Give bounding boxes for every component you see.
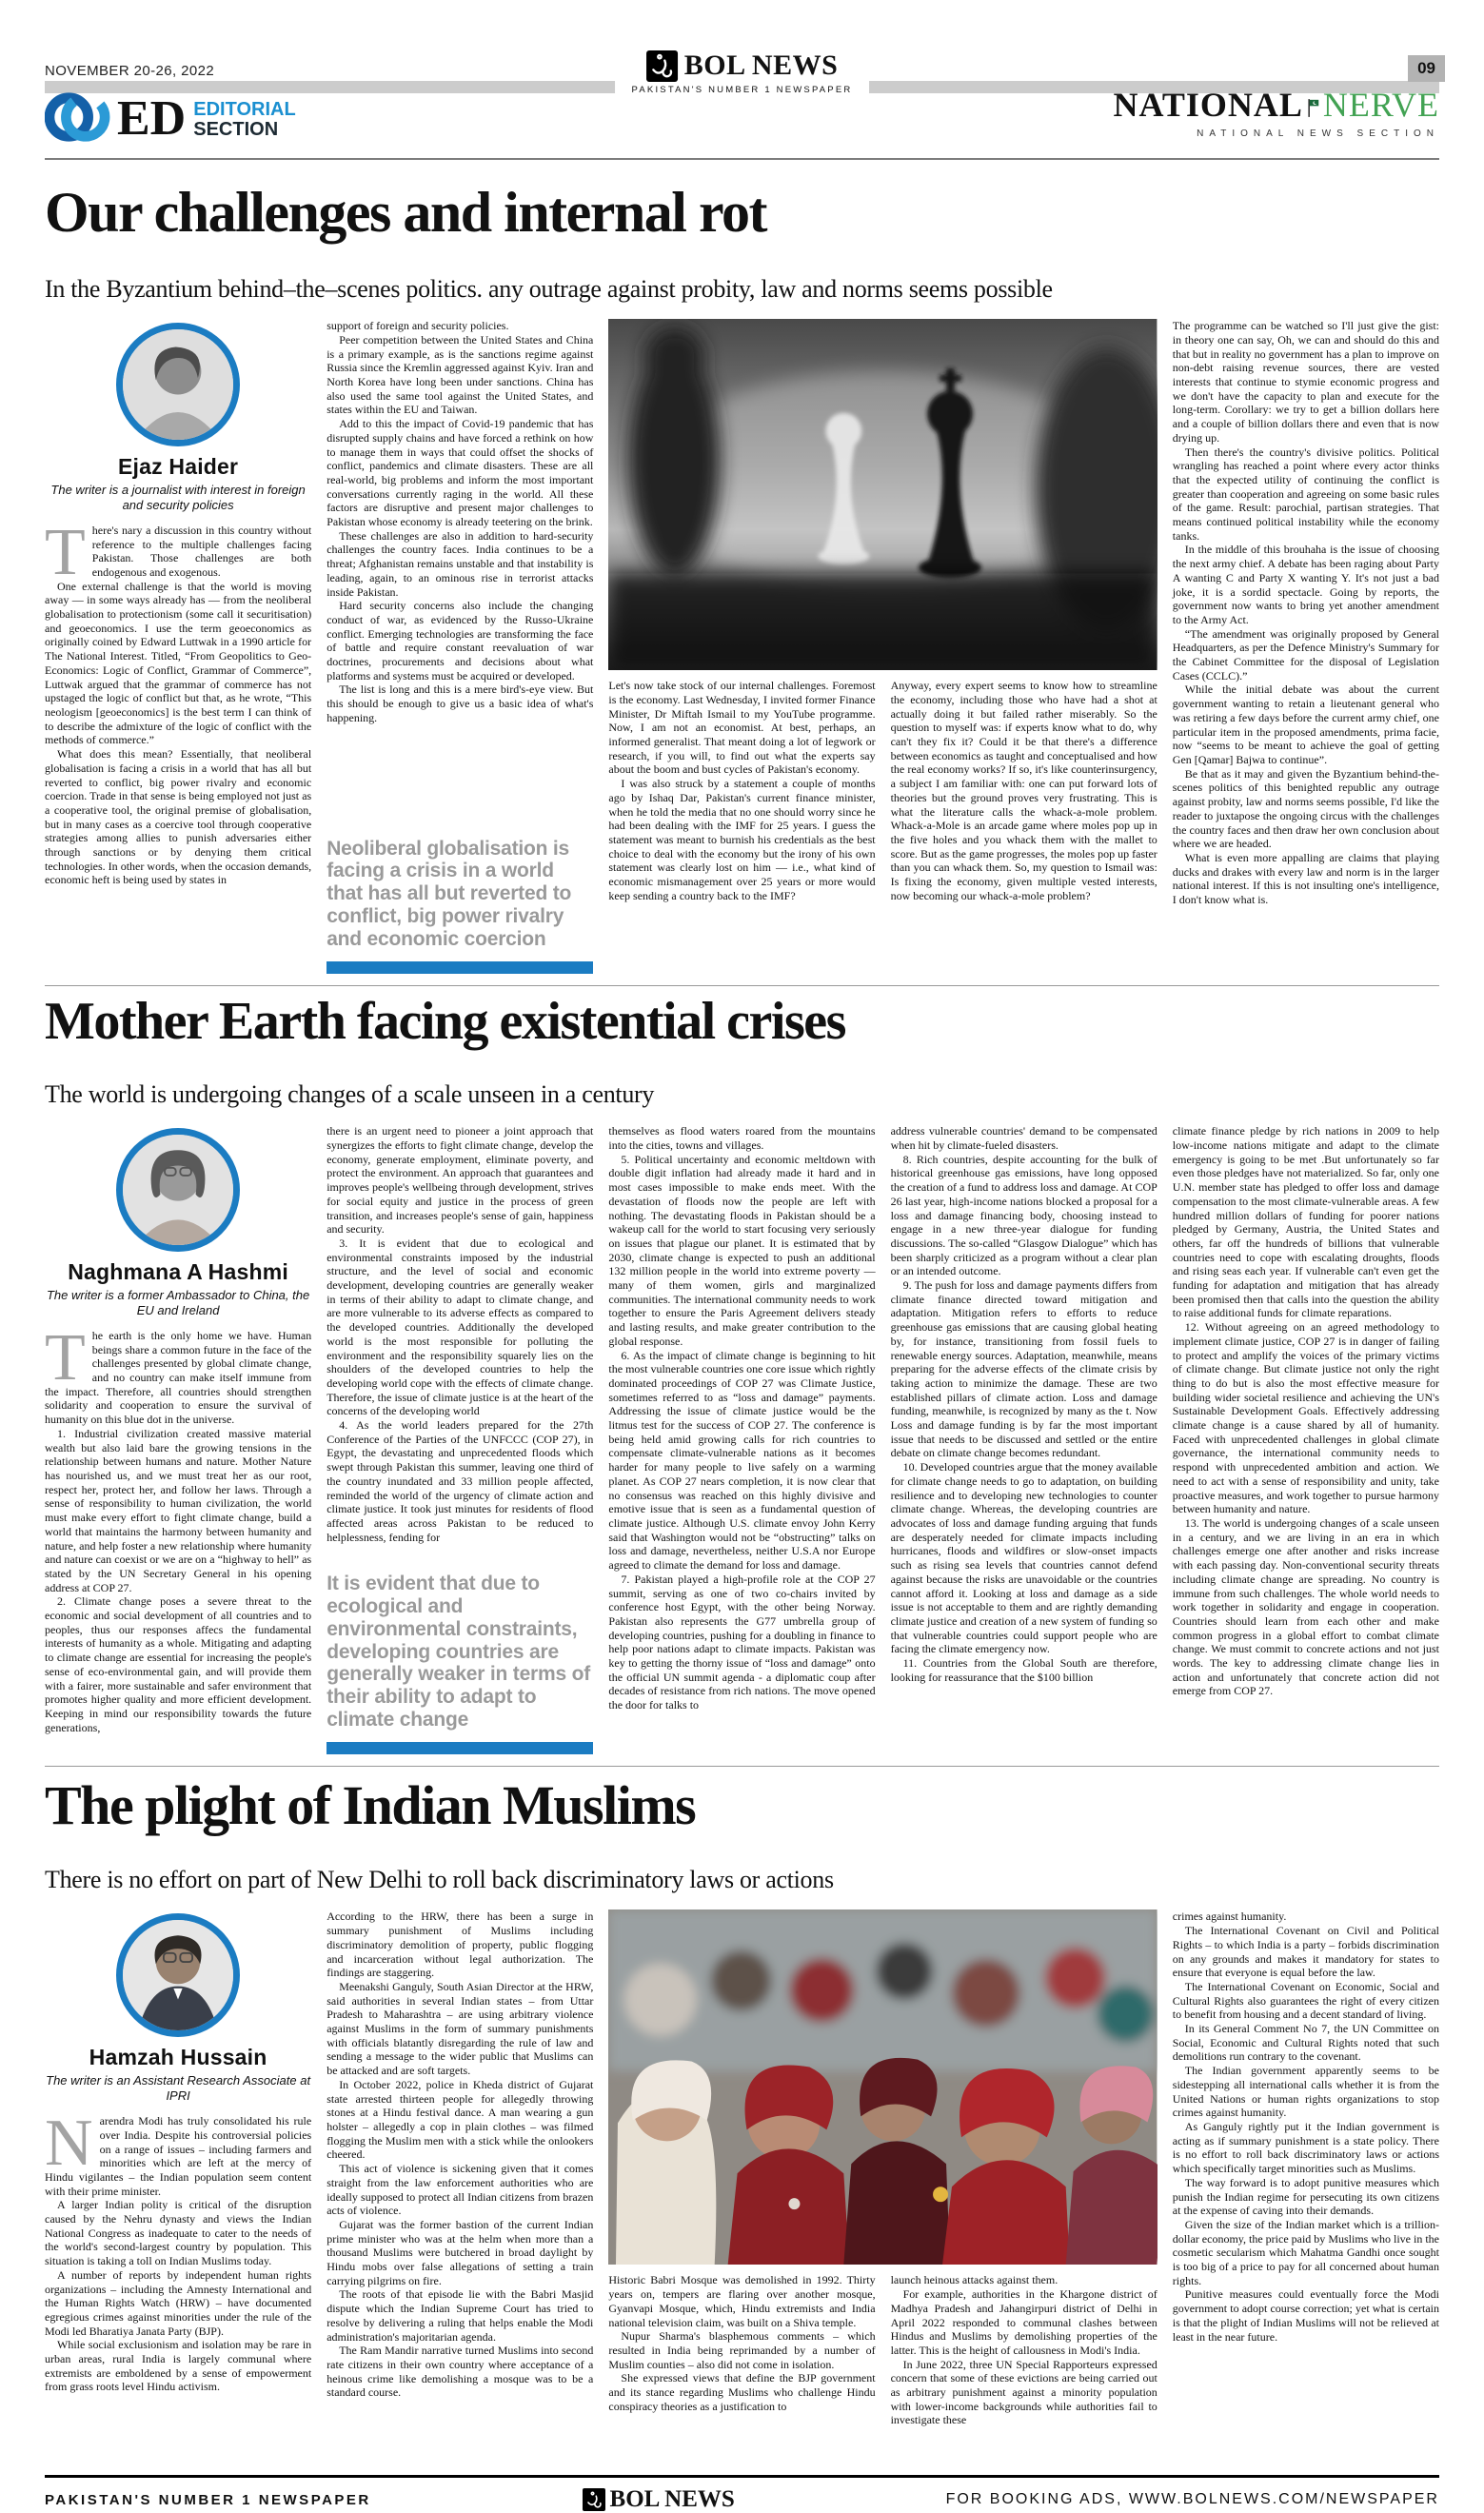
paragraph: In its General Comment No 7, the UN Committee on Social, Economic and Cultural Rights noted that such demolitions run contrary to the covenant. xyxy=(1172,2022,1439,2064)
article1-author-bio: The writer is a journalist with interest in foreign and security policies xyxy=(50,483,306,512)
article2-author-avatar xyxy=(116,1128,240,1252)
article2-column-1 xyxy=(45,1124,311,1754)
bol-urdu-mark-icon xyxy=(646,50,678,82)
editorial-abbr: ED xyxy=(117,91,187,147)
article3-col1-text xyxy=(45,2107,312,2394)
article3-body xyxy=(45,1909,1439,2462)
paragraph: address vulnerable countries' demand to be compensated when hit by climate-fueled disasters. xyxy=(890,1124,1158,1152)
paragraph: launch heinous attacks against them. xyxy=(890,2273,1059,2287)
paragraph: A larger Indian polity is critical of the disruption caused by the Nehru dynasty and views the Indian National Congress as inadequate to cater to the needs of the world's second-largest country by population. This situation is taking a toll on Indian Muslims today. xyxy=(45,2198,312,2268)
article2-column-3 xyxy=(608,1124,875,1754)
editorial-section-logo xyxy=(45,88,296,151)
page-header xyxy=(45,0,1439,158)
paragraph: In the middle of this brouhaha is the issue of choosing the next army chief. A debate has been raging about Party A wanting C and Party X wanting Y. It's not just a bad joke, it is a sordid spectacle. Going by reports, the government now wants to bring yet another amendment to the Army Act. xyxy=(1172,543,1439,626)
paragraph: One external challenge is that the world is moving away — in some ways already has — from the neoliberal globalisation to protectionism (some call it securitisation) and geoeconomics. I use the term geoeconomics as originally coined by Edward Luttwak in a 1990 article for The National Interest. Titled, “From Geopolitics to Geo-Economics: Logic of Conflict, Grammar of Commerce”, Luttwak argued that the grammar of commerce has not upstaged the logic of conflict but that, as he wrote, “This neologism [geoeconomics] is the best term I can think of to describe the admixture of the logic of conflict with the methods of commerce.” xyxy=(45,579,312,747)
article3-col3-text xyxy=(608,2273,875,2413)
article3-headline: The plight of Indian Muslims xyxy=(45,1774,696,1837)
article2-body xyxy=(45,1124,1439,1754)
paragraph: Punitive measures could eventually force the Modi government to adopt course correction; yet what is certain is that the plight of Indian Muslims will not be relieved at least in the near future. xyxy=(1172,2287,1439,2344)
paragraph: Peer competition between the United States and China is a primary example, as is the sanctions regime against Russia since the Kremlin aggressed against Kyiv. Iran and North Korea have long been under sanctions. China has also used the same tool against the United States, and states within the EU and Taiwan. xyxy=(326,332,594,417)
masthead-tagline: PAKISTAN'S NUMBER 1 NEWSPAPER xyxy=(631,85,853,95)
masthead xyxy=(615,49,870,95)
paragraph: 4. As the world leaders prepared for the 27th Conference of the Parties of the UNFCCC (COP 27), in Egypt, the devastating and unprecedented floods which swept through Pakistan this summer, leaving one third of the country inundated and 33 million people affected, reminded the world of the urgency of climate action and climate justice. It took just minutes for residents of flood affected areas across Pakistan to be reduced to helplessness, fending for xyxy=(326,1418,594,1544)
editorial-label-line2: SECTION xyxy=(193,118,279,140)
article3-column-1 xyxy=(45,1909,311,2462)
paragraph: For example, authorities in the Khargone district of Madhya Pradesh and Jahangirpuri district of Delhi in April 2022 responded to communal clashes between Hindus and Muslims by demolishing properties of the latter. This is the height of callousness in Modi's India. xyxy=(890,2287,1158,2357)
article1-col2-text xyxy=(326,319,593,724)
article3-author-avatar xyxy=(116,1913,240,2037)
article1-pull-quote-bar xyxy=(326,961,593,974)
paragraph: She expressed views that define the BJP government and its stance regarding Muslims who challenge Hindu conspiracy theories as a justification to xyxy=(608,2371,876,2413)
footer-booking-text: FOR BOOKING ADS, WWW.BOLNEWS.COM/NEWSPAPER xyxy=(945,2491,1439,2508)
article1-column-2 xyxy=(326,319,593,974)
article3-author-name: Hamzah Hussain xyxy=(89,2045,267,2070)
article2-col5-text xyxy=(1173,1124,1439,1698)
article1-col4-text xyxy=(891,679,1158,902)
footer-brand: BOL NEWS xyxy=(609,2486,735,2513)
article1-column-1 xyxy=(45,319,311,974)
article1-body xyxy=(45,319,1439,974)
article1-column-4 xyxy=(891,679,1158,974)
paragraph: 6. As the impact of climate change is beginning to hit the most vulnerable countries one core issue which rightly dominated proceedings of COP 27 was Climate Justice, sometimes referred to as “loss and damage” payments. Addressing the issue of climate justice would be the litmus test for the success of COP 27. The conference is being held amid growing calls for rich countries to compensate climate-vulnerable nations as it becomes harder for many people to live safely on a warming planet. As COP 27 nears completion, it is now clear that no consensus was reached on this highly divisive and emotive issue that is seen as a fundamental question of climate justice. Although U.S. climate envoy John Kerry said that Washington would not be “obstructing” talks on loss and damage, nevertheless, neither U.S.A nor Europe agreed to climate the demand for loss and damage. xyxy=(608,1348,876,1573)
national-word: NATIONAL xyxy=(1113,86,1303,124)
paragraph: Be that as it may and given the Byzantium behind-the-scenes politics of this benighted republic any outrage against probity, law and norms seems possible, I'd like the reader to juxtapose the ongoing circus with the challenges the country faces and then draw her own conclusion about where we are headed. xyxy=(1172,766,1439,851)
paragraph: This act of violence is sickening given that it comes straight from the law enforcement authorities who are ideally supposed to protect all Indian citizens from brazen acts of violence. xyxy=(326,2162,594,2218)
paragraph: While social exclusionism and isolation may be rare in urban areas, rural India is largely communal where extremists are emboldened by a sense of empowerment from grass roots level Hindu activism. xyxy=(45,2338,312,2394)
paragraph: 3. It is evident that due to ecological and environmental constraints imposed by the industrial structure, and the level of social and economic development, developing countries are generally weaker in terms of their ability to adapt to climate change, and are more vulnerable to its adverse effects as compared to the developed countries. Additionally the developed world is the most responsible for polluting the environment and the responsibility squarely lies on the shoulders of the developed countries to help the developing world cope with the effects of climate change. Therefore, the issue of climate justice is at the heart of the concerns of the developing world xyxy=(326,1236,594,1418)
paragraph: 7. Pakistan played a high-profile role at the COP 27 summit, serving as one of two co-chairs invited by conference host Egypt, with the other being Norway. Pakistan also represents the G77 umbrella group of developing countries, pushing for a doubling in finance to help poor nations adapt to climate impacts. Pakistan was key to getting the thorny issue of “loss and damage” onto the official UN summit agenda - a diplomatic coup after decades of resistance from rich nations. The move opened the door for talks to xyxy=(608,1572,876,1712)
article3-author-card xyxy=(45,1913,311,2103)
article1-column-5 xyxy=(1173,319,1439,974)
section-subline: NATIONAL NEWS SECTION xyxy=(1197,129,1439,139)
bol-urdu-mark-small-icon xyxy=(583,2488,605,2511)
paragraph: Add to this the impact of Covid-19 pandemic that has disrupted supply chains and have forced a rethink on how to manage them in ways that could offset the shocks of conflict, pandemics and climate disasters. These are all real-world, big problems and inform the most important conversations currently raging in the world. All these factors are disruptive and present major challenges to Pakistan whose economy is already teetering on the brink. xyxy=(326,417,594,529)
paragraph: What does this mean? Essentially, that neoliberal globalisation is facing a crisis in a world that has all but reverted to conflict, big power rivalry and economic coercion. Trade in that sense is being employed not just as a cooperative tool, the original premise of globalisation, but in many cases as a coercive tool through cooperative strategies among allies to punish adversaries either through sanctions or by denying them critical technologies. In other words, when the occasion demands, economic heft is being used by states in xyxy=(45,747,312,887)
chess-photo xyxy=(608,319,1157,679)
article3-column-4 xyxy=(891,2273,1158,2462)
paragraph: The Indian government apparently seems to be sidestepping all international calls whether it is from the United Nations or human rights organizations to stop crimes against humanity. xyxy=(1172,2064,1439,2120)
article3-author-bio: The writer is an Assistant Research Associate at IPRI xyxy=(46,2073,311,2103)
paragraph: There's nary a discussion in this country without reference to the multiple challenges facing Pakistan. Those challenges are both endogenous and exogenous. xyxy=(45,515,312,589)
paragraph: Historic Babri Mosque was demolished in 1992. Thirty years on, tempers are flaring over another mosque, Gyanvapi Mosque, which, Hindu extremists and India national television claim, was built on a Shiva temple. xyxy=(608,2273,876,2329)
article3-col2-text xyxy=(326,1909,593,2400)
paragraph: These challenges are also in addition to hard-security challenges the country faces. India continues to be a threat; Afghanistan remains unstable and that instability is leading, again, to an ominous rise in terrorist attacks inside Pakistan. xyxy=(326,528,594,599)
paragraph: What is even more appalling are claims that playing ducks and drakes with every law and norm is in the larger national interest. If this is not insulting one's intelligence, I don't know what is. xyxy=(1172,850,1439,907)
paragraph: The Ram Mandir narrative turned Muslims into second rate citizens in their own country where acceptance of a heinous crime like demolishing a mosque was to be a standard course. xyxy=(326,2344,594,2400)
paragraph: Then there's the country's divisive politics. Political wrangling has reached a point where every actor thinks that the expected utility of continuing the conflict is greater than cooperation and agreeing on some basic rules of the game. Result: parochial, partisan strategies. That means continued political instability while the economy tanks. xyxy=(1172,445,1439,543)
nerve-word: NERVE xyxy=(1322,86,1439,124)
paragraph: In June 2022, three UN Special Rapporteurs expressed concern that some of these evictions are being carried out as arbitrary punishment against a minority population with lower-income backgrounds while authorities fail to investigate these xyxy=(890,2357,1158,2427)
paragraph: 11. Countries from the Global South are therefore, looking for reassurance that the $100 billion xyxy=(890,1656,1158,1684)
paragraph: 10. Developed countries argue that the money available for climate change needs to go to adaptation, on building resilience and to developing new technologies to counter climate change. Whereas, the developing countries are advocates of loss and damage funding arguing that funds are desperately needed for climate impacts including hurricanes, floods and wildfires or slow-onset impacts such as rising sea levels that countries cannot defend against because the risks are unavoidable or the countries cannot afford it. Looking at loss and damage as a side issue is not acceptable to them and are rightly demanding climate justice and creation of a new system of funding so that vulnerable countries could support people who are facing the climate emergency now. xyxy=(890,1460,1158,1656)
article-1 xyxy=(45,181,1439,974)
paragraph: Nupur Sharma's blasphemous comments – which resulted in India being reprimanded by a number of Muslim counties – also did not come in isolation. xyxy=(608,2329,876,2371)
paragraph: According to the HRW, there has been a surge in summary punishment of Muslims including discriminatory demolition of property, public flogging and incarceration without legal authorization. The findings are staggering. xyxy=(326,1909,594,1980)
article3-col5-text xyxy=(1173,1909,1439,2344)
header-rule xyxy=(45,158,1439,160)
article2-pull-quote-bar xyxy=(326,1742,593,1754)
pakistan-flag-icon xyxy=(1307,99,1319,122)
masthead-title: BOL NEWS xyxy=(683,49,839,81)
article3-column-2 xyxy=(326,1909,593,2462)
paragraph: 1. Industrial civilization created massive material wealth but also laid bare the growing tensions in the relationship between humans and nature. Mother Nature has nourished us, and we must treat her as our root, respect her, protect her, and follow her laws. Through a sense of responsibility to human civilization, the world must make every effort to fight climate change, build a world that maintains the harmony between humanity and nature, and help foster a new relationship where humanity and nature can coexist or we are on a “highway to hell” as stated by the UN Secretary General in his opening address at COP 27. xyxy=(45,1426,312,1594)
paragraph: crimes against humanity. xyxy=(1172,1909,1287,1924)
paragraph: The earth is the only home we have. Human beings share a common future in the face of the challenges presented by global climate change, and no country can make itself immune from the impact. Therefore, all countries should strengthen solidarity and cooperation to ensure the survival of humanity on this blue dot in the universe. xyxy=(45,1320,312,1427)
paragraph: Meenakshi Ganguly, South Asian Director at the HRW, said authorities in several Indian states – from Uttar Pradesh to Maharashtra – are using arbitrary violence against Muslims in the form of summary punishments with officials blatantly disregarding the rule of law and sending a message to the wider public that Muslims can be attacked and are soft targets. xyxy=(326,1979,594,2078)
paragraph: As Ganguly rightly put it the Indian government is acting as if summary punishment is a state policy. There is no effort to roll back discriminatory laws or actions which specifically target minorities such as Muslims. xyxy=(1172,2120,1439,2176)
paragraph: In October 2022, police in Kheda district of Gujarat state arrested thirteen people for allegedly throwing stones at a Hindu festival dance. A man wearing a gun holster – allegedly a cop in plain clothes – was filmed flogging the Muslim men with a stick while the onlookers cheered. xyxy=(326,2077,594,2162)
paragraph: 12. Without agreeing on an agreed methodology to implement climate justice, COP 27 is in danger of failing to protect and amplify the voices of the primary victims of climate change. But climate justice not only the right thing to do but is also the most effective measure for building wider societal resilience and achieving the UN's Sustainable Development Goals. Effectively addressing climate change is a cause shared by all of humanity. Faced with unprecedented challenges in global climate governance, the international community needs to respond with unprecedented ambition and action. We need to act with a sense of responsibility and unity, take proactive measures, and work together to pursue harmony between humanity and nature. xyxy=(1172,1320,1439,1516)
article-divider-2 xyxy=(45,1766,1439,1767)
article1-pull-quote xyxy=(326,824,593,975)
paragraph: themselves as flood waters roared from the mountains into the cities, towns and villages. xyxy=(608,1124,876,1152)
paragraph: 13. The world is undergoing changes of a scale unseen in a century, and we are living in an era in which challenges emerge one after another and risks increase with each passing day. Non-conventional security threats including climate change are spreading. No country is immune from such challenges. The whole world needs to work together in solidarity and engage in cooperation. Countries should learn from each other and make common progress in a global effort to combat climate change. We must commit to concrete actions and not just words. The key to addressing climate change lies in action and unfortunately that concrete action did not emerge from COP 27. xyxy=(1172,1515,1439,1698)
paragraph: The list is long and this is a mere bird's-eye view. But this should be enough to give us a basic idea of what's happening. xyxy=(326,683,594,724)
national-nerve-logo xyxy=(1114,88,1439,139)
paragraph: The programme can be watched so I'll just give the gist: in theory one can say, Oh, we can and should do this and that but in reality no government has a plan to improve on non-debt raising revenue sources, there are vested interests that continue to stymie economic progress and we don't have the capacity to plan and execute for the long-term. Corollary: we try to get a billion dollars here and a couple of billion dollars there and even that is now drying up. xyxy=(1172,319,1439,445)
article1-author-name: Ejaz Haider xyxy=(117,454,239,480)
paragraph: I was also struck by a statement a couple of months ago by Ishaq Dar, Pakistan's current finance minister, when he told the media that no one should worry since he had been dealing with the IMF for 25 years. I guess the statement was meant to burnish his credentials as the best choice to deal with the economy but the irony of his own statement was clearly lost on him — i.e., what kind of economic mismanagement over 25 years or more would keep sending a country back to the IMF? xyxy=(608,777,876,902)
article-3 xyxy=(45,1774,1439,2462)
paragraph: The way forward is to adopt punitive measures which punish the Indian regime for persecuting its own citizens at the expense of caving into their demands. xyxy=(1172,2175,1439,2218)
paragraph: Gujarat was the former bastion of the current Indian prime minister who was at the helm when more than a thousand Muslims were butchered in broad daylight by Hindu mobs over false allegations of setting a train carrying pilgrims on fire. xyxy=(326,2217,594,2287)
paragraph: Hard security concerns also include the changing conduct of war, as evidenced by the Russo-Ukraine conflict. Emerging technologies are transforming the face of battle and require constant reevaluation of war doctrines, procurements and decisions about what platforms and systems must be acquired or developed. xyxy=(326,599,594,683)
article3-col4-text xyxy=(891,2273,1158,2427)
paragraph: The roots of that episode lie with the Babri Masjid dispute which the Indian Supreme Court has tried to resolve by delivering a ruling that helps enable the Modi administration's majoritarian agenda. xyxy=(326,2287,594,2344)
article2-col3-text xyxy=(608,1124,875,1712)
footer-logo xyxy=(583,2486,735,2513)
paragraph: 5. Political uncertainty and economic meltdown with double digit inflation had already made it hard and in most cases impossible to make ends meet. With the devastation of floods now the people are left with nothing. The devastating floods in Pakistan should be a wakeup call for the world to start focusing very seriously on issues that plague our planet. It is estimated that by 2030, climate change is expected to push an additional 132 million people in the world into extreme poverty — many of them women, girls and marginalized communities. The international community needs to work together to ensure the Paris Agreement delivers steady and lasting results, and make greater contribution to the global response. xyxy=(608,1152,876,1348)
article2-column-5 xyxy=(1173,1124,1439,1754)
crowd-photo xyxy=(608,1909,1157,2273)
article2-col1-text xyxy=(45,1320,312,1734)
paragraph: The International Covenant on Civil and Political Rights – to which India is a party – forbids discrimination on any grounds and makes it mandatory for states to ensure that everyone is equal before the law. xyxy=(1172,1924,1439,1980)
paragraph: support of foreign and security policies. xyxy=(326,319,509,333)
article3-subtitle: There is no effort on part of New Delhi to roll back discriminatory laws or actions xyxy=(45,1866,834,1894)
paragraph: 9. The push for loss and damage payments differs from climate finance directed toward mitigation and adaptation. Mitigation refers to efforts to reduce greenhouse gas emissions that are causing global heating by, for instance, transitioning from fossil fuels to renewable energy sources. Adaptation, meanwhile, means preparing for the adverse effects of the climate crisis by taking action to minimize the damage. These are two established pillars of climate action. Loss and damage funding, meanwhile, is recognized by many as the t. Now Loss and damage funding is by far the most important issue that needs to be discussed and settled or the entire debate on climate change becomes redundant. xyxy=(890,1278,1158,1460)
article1-pull-quote-text: Neoliberal globalisation is facing a crisis in a world that has all but reverted to conflict, big power rivalry and economic coercion xyxy=(326,837,572,951)
article1-headline: Our challenges and internal rot xyxy=(45,181,766,244)
article2-author-card xyxy=(45,1128,311,1317)
article3-column-3 xyxy=(608,2273,875,2462)
article3-column-5 xyxy=(1173,1909,1439,2462)
article-divider-1 xyxy=(45,985,1439,986)
paragraph: Anyway, every expert seems to know how to streamline the economy, including those who have had a shot at actually doing it but failed rather miserably. So the question to myself was: if experts know what to do, why can't they fix it? Could it be that there's a difference between economics as taught and conceptualised and how the real economy works? If so, it's like counterinsurgency, a subject I am familiar with: one can put forward lots of theories but the ground proves very frustrating. This is what the literature calls the whack-a-mole problem. Whack-a-Mole is an arcade game where moles pop up in the five holes and you whack them with the mallet to score. But as the game progresses, the moles pop up faster than you can whack them. So, my question to Ismail was: Is fixing the economy, given multiple vested interests, now becoming our whack-a-mole problem? xyxy=(890,679,1158,902)
editorial-label-line1: EDITORIAL xyxy=(193,98,296,120)
paragraph: Given the size of the Indian market which is a trillion-dollar economy, the price paid by Muslims who live in the cosmetic secularism which Mahatma Gandhi once sought is too big of a price to pay for all concerned about human rights. xyxy=(1172,2217,1439,2287)
paragraph: 8. Rich countries, despite accounting for the bulk of historical greenhouse gas emissions, have long opposed the creation of a fund to address loss and damage. At COP 26 last year, high-income nations blocked a proposal for a loss and damage financing body, choosing instead to engage in a new three-year dialogue for funding discussions. The so-called “Glasgow Dialogue” which has been sharply criticized as a program without a clear plan or an intended outcome. xyxy=(890,1152,1158,1278)
page-number: 09 xyxy=(1408,55,1445,82)
article2-column-2 xyxy=(326,1124,593,1754)
paragraph: climate finance pledge by rich nations in 2009 to help low-income nations mitigate and adapt to the climate emergency is going to be met .But unfortunately so far even those pledges have not materialized. So far, only one U.N. member state has pledged to offer loss and damage compensation to the most climate-vulnerable areas. A few hundred million dollars of funding for poorer nations pledged by Germany, Austria, the United States and others, far off the hundreds of billions that vulnerable countries need to cope with escalating droughts, floods and rising seas each year. If vulnerable can't even get the funding for adaptation and mitigation that has already been promised then that calls into the question the ability to raise additional funds for climate reparations. xyxy=(1172,1124,1439,1320)
footer-tagline: PAKISTAN'S NUMBER 1 NEWSPAPER xyxy=(45,2491,371,2508)
paragraph: there is an urgent need to pioneer a joint approach that synergizes the efforts to fight climate change, develop the economy, generate employment, eliminate poverty, and protect the environment. An approach that guarantees and improves people's wellbeing through development, strives for social equity and justice in the process of green transition, and increases people's sense of gain, happiness and security. xyxy=(326,1124,594,1237)
paragraph: A number of reports by independent human rights organizations – including the Amnesty International and the Human Rights Watch (HRW) – have documented egregious crimes against minorities under the rule of the Modi led Bharatiya Janata Party (BJP). xyxy=(45,2267,312,2338)
article2-author-bio: The writer is a former Ambassador to China, the EU and Ireland xyxy=(46,1288,310,1317)
article2-author-name: Naghmana A Hashmi xyxy=(68,1259,288,1285)
paragraph: “The amendment was originally proposed by General Headquarters, as per the Defence Ministry's Summary for the Cabinet Committee for the disposal of Legislation Cases (CCLC).” xyxy=(1172,626,1439,683)
article2-subtitle: The world is undergoing changes of a scale unseen in a century xyxy=(45,1080,655,1109)
article1-col3-text xyxy=(608,679,875,902)
issue-date: NOVEMBER 20-26, 2022 xyxy=(45,63,215,79)
article1-subtitle: In the Byzantium behind–the–scenes politics. any outrage against probity, law and norms seems possible xyxy=(45,275,1053,304)
page-footer xyxy=(45,2475,1439,2513)
article2-col4-text xyxy=(891,1124,1158,1684)
article1-col1-text xyxy=(45,515,312,887)
paragraph: Narendra Modi has truly consolidated his rule over India. Despite his controversial policies on a range of issues – including farmers and minorities which are left at the mercy of Hindu vigilantes – the Indian population seem content with their prime minister. xyxy=(45,2107,312,2198)
article-2 xyxy=(45,992,1439,1754)
article1-column-3 xyxy=(608,679,875,974)
chain-rings-icon xyxy=(45,88,111,151)
paragraph: While the initial debate was about the current government wanting to retain a lieutenant general who was retiring a few days before the current army chief, one particular item in the proposed amendments, prima facie, now “seems to be meant to achieve the goal of getting Gen [Qamar] Bajwa to continue”. xyxy=(1172,683,1439,766)
article2-col2-text xyxy=(326,1124,593,1544)
article1-col5-text xyxy=(1173,319,1439,907)
article1-author-avatar xyxy=(116,323,240,446)
section-brand-row xyxy=(45,88,1439,151)
article2-column-4 xyxy=(891,1124,1158,1754)
article1-author-card xyxy=(45,323,311,512)
paragraph: Let's now take stock of our internal challenges. Foremost is the economy. Last Wednesday, I invited former Finance Minister, Dr Miftah Ismail to my YouTube programme. Now, I am not an economist. At best, perhaps, an informed generalist. That meant doing a lot of legwork or research, if you will, to find out what the experts say about the boom and bust cycles of Pakistan's economy. xyxy=(608,679,876,777)
article2-headline: Mother Earth facing existential crises xyxy=(45,992,845,1052)
paragraph: 2. Climate change poses a severe threat to the economic and social development of all countries and to peoples, thus our responses affecs the fundamental interests of humanity as a whole. Mitigating and adapting to climate change are essential for increasing the people's sense of eco-environmental gain, and will provide them with a fairer, more sustainable and safer environment that promotes higher quality and more efficient development. Keeping in mind our responsibility towards the future generations, xyxy=(45,1594,312,1734)
article2-pull-quote xyxy=(326,1559,593,1755)
article2-pull-quote-text: It is evident that due to ecological and environmental constraints, developing countries are generally weaker in terms of their ability to adapt to climate change xyxy=(326,1572,591,1731)
paragraph: The International Covenant on Economic, Social and Cultural Rights also guarantees the right of every citizen to benefit from housing and a decent standard of living. xyxy=(1172,1979,1439,2022)
